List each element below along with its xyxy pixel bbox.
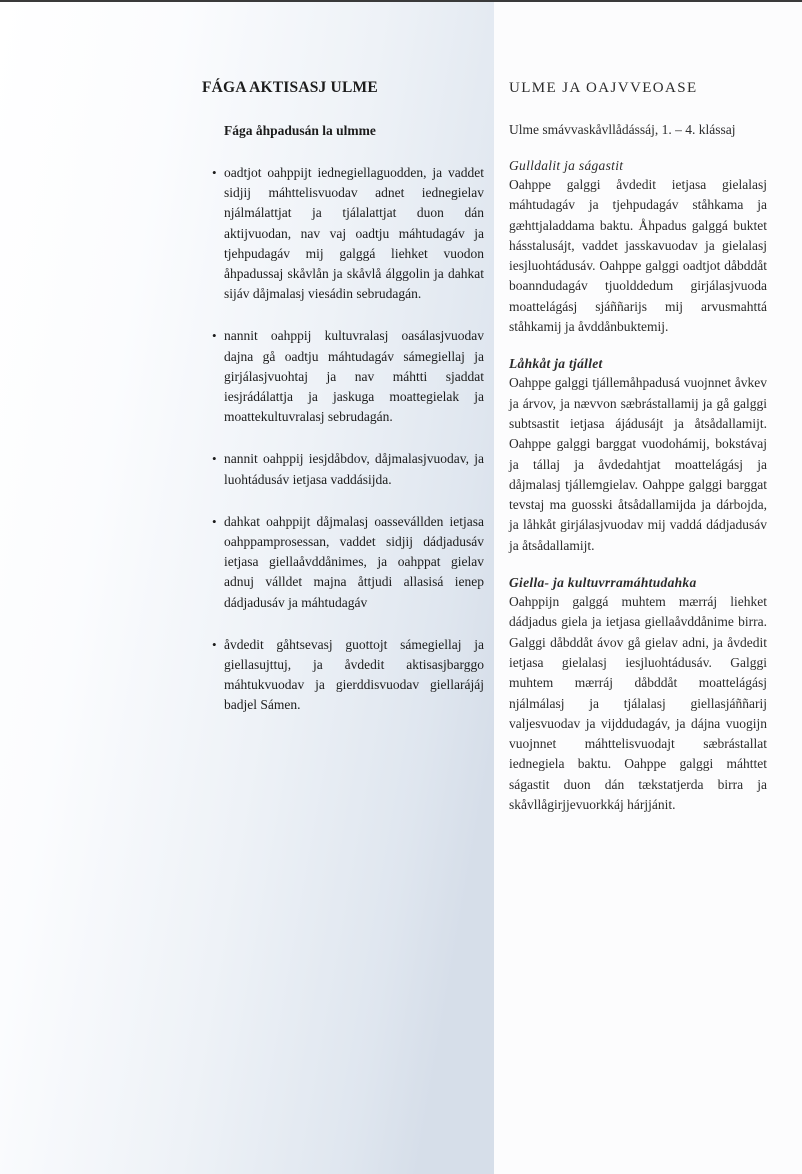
right-subheading: Ulme smávvaskåvllådássáj, 1. – 4. klássaj — [509, 122, 736, 137]
list-item — [202, 512, 484, 613]
list-item-text: dahkat oahppijt dåjmalasj oassevállden ietjasa oahppamprosessan, vaddet sidjij dádjadusáv ietjasa giellaåvddånimes, ja oahppat gielav adnuj válldet majna åttjudi allasisá ienep dádjadusáv ja máhtudagáv — [224, 513, 484, 610]
bullet-icon: • — [212, 328, 217, 344]
list-item-text: nannit oahppij iesjdåbdov, dåjmalasjvuodav, ja luohtádusáv ietjasa vaddásijda. — [224, 451, 484, 487]
section-title-listening: Gulldalit ja ságastit — [509, 158, 624, 173]
section-body-reading: Oahppe galggi tjállemåhpadusá vuojnnet åvkev ja árvov, ja nævvon sæbrástallamij ja gå galggi subtsastit ietjasa ájádusájt ja åtsådallamijt. Oahppe galggi barggat vuodohámij, bokstávaj ja tállaj ja åvdedahtjat moattelágásj ja dåjmalasj tjállemgielav. Oahppe galggi barggat tevstaj ma guosski åtsådallamijda ja dárbojda, ja låhkåt girjálasjvuodav mij vaddá dádjadusáv ja åtsådallamijt. — [509, 375, 767, 553]
section-title-reading: Låhkåt ja tjállet — [509, 356, 603, 372]
section-body-listening: Oahppe galggi åvdedit ietjasa gielalasj máhtudagáv ja tjehpudagáv ståhkama ja gæhttjaladdama baktu. Åhpadus galggá buktet hásstalusájt, vaddet jasskavuodav ja gielalasj iesjluohtádusáv. Oahppe galggi oadtjot dåbddåt boanndudagáv tjuolddedum girjálasjvuoda moattelágásj sjáññarijs mij arvusmahttá ståhkamij ja åvddånbuktemij. — [509, 177, 767, 335]
bullet-icon: • — [212, 451, 217, 467]
bullet-icon: • — [212, 513, 217, 529]
bullet-icon: • — [212, 636, 217, 652]
list-item — [202, 326, 484, 427]
left-subheading: Fága åhpadusán la ulmme — [224, 123, 376, 138]
list-item — [202, 163, 484, 304]
bullet-icon: • — [212, 165, 217, 180]
top-edge-line — [0, 0, 802, 2]
list-item — [202, 449, 484, 489]
list-item-text: åvdedit gåhtsevasj guottojt sámegiellaj ja giellasujttuj, ja åvdedit aktisasjbarggo máhtukvuodav ja gierddisvuodav giellarájáj badjel Sámen. — [224, 636, 484, 713]
section-title-language-culture: Giella- ja kultuvrramáhtudahka — [509, 575, 697, 591]
right-column — [509, 78, 767, 815]
list-item-text: oadtjot oahppijt iednegiellaguodden, ja vaddet sidjij máhttelisvuodav adnet iednegielav njálmálattjat ja tjálalattjat duon dán aktijvuodan, nav vaj oadtju máhtudagáv ja tjehpudagáv mij galggá liehket vuodon åhpadussaj skåvlån ja skåvlå álggolin ja dahkat sijáv dåjmalasj viesádin sebrudagán. — [224, 165, 484, 302]
left-column — [202, 78, 484, 738]
left-heading: FÁGA AKTISASJ ULME — [202, 79, 378, 96]
right-heading: ULME JA OAJVVEOASE — [509, 80, 698, 96]
section-body-language-culture: Oahppijn galggá muhtem mærráj liehket dádjadus giela ja ietjasa giellaåvddånime birra. Galggi dåbddåt ávov gå gielav adni, ja åvdedit ietjasa gielalasj iesjluohtádusáv. Galggi muhtem mærráj dåbddåt moattelágásj njálmálasj ja tjálalasj giellasjáññarij valjesvuodav ja vijddudagáv, ja dájna vuogijn vuojnnet máhttelisvuodajt sæbrástallat iednegiela baktu. Oahppe galggi máhttet ságastit duon dán tækstatjerda birra ja skåvllågirjjevuorkkáj hárjjánit. — [509, 594, 767, 813]
list-item — [202, 635, 484, 716]
goal-list — [202, 163, 484, 716]
list-item-text: nannit oahppij kultuvralasj oasálasjvuodav dajna gå oadtju máhtudagáv sámegiellaj ja girjálasjvuohtaj ja nav máhtti sjaddat iesjrádálattja ja jaskuga moattegielak ja moattekultuvralasj sebrudagán. — [224, 328, 484, 425]
